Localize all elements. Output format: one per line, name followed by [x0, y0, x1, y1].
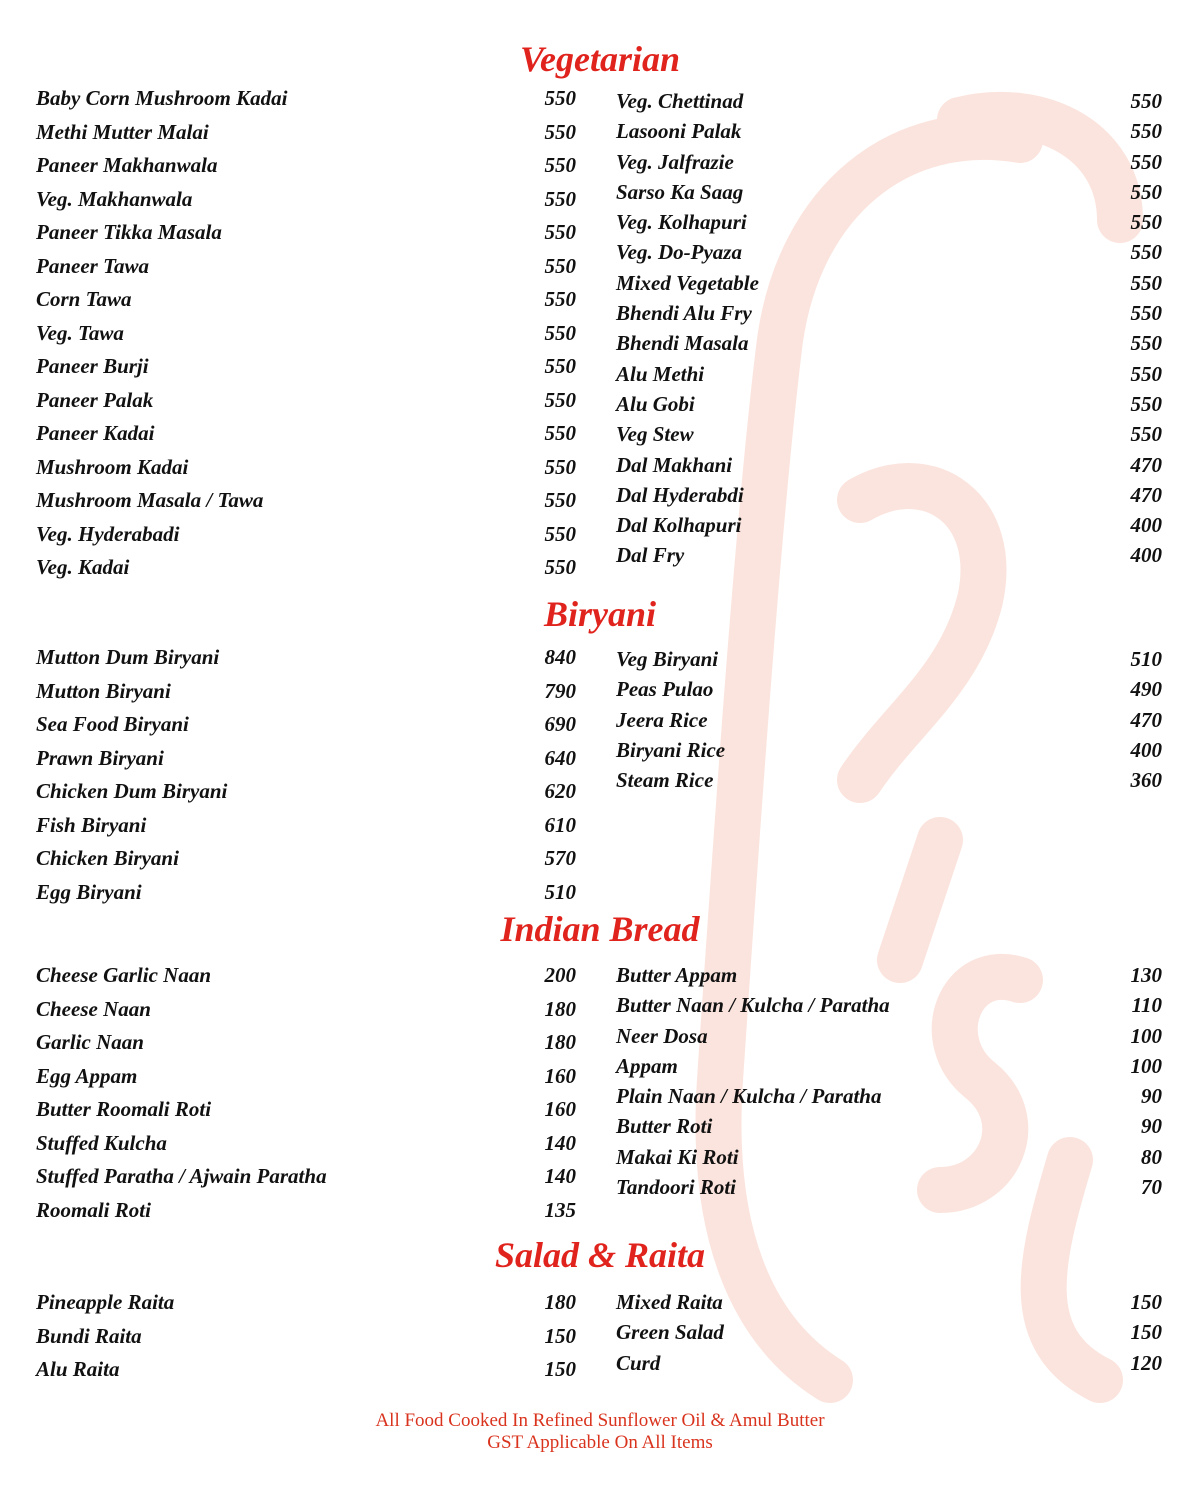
item-name: Alu Gobi	[616, 391, 695, 416]
section-title-vegetarian: Vegetarian	[519, 39, 680, 79]
item-name: Bundi Raita	[36, 1323, 142, 1348]
item-price: 550	[1130, 89, 1162, 113]
item-name: Green Salad	[616, 1320, 724, 1345]
menu-item	[36, 845, 576, 879]
menu-item	[616, 330, 1162, 360]
vegetarian-left-column	[36, 85, 576, 588]
item-price: 550	[1130, 240, 1162, 265]
menu-item	[616, 421, 1162, 451]
item-price: 150	[544, 1323, 576, 1348]
menu-item	[616, 452, 1162, 482]
item-name: Stuffed Paratha / Ajwain Paratha	[36, 1164, 327, 1188]
menu-item	[616, 118, 1162, 148]
item-name: Appam	[616, 1053, 678, 1078]
item-price: 140	[544, 1130, 576, 1155]
item-name: Prawn Biryani	[36, 745, 164, 770]
item-price: 550	[544, 119, 576, 144]
menu-item	[36, 1356, 576, 1390]
item-name: Veg. Hyderabadi	[36, 521, 180, 546]
item-price: 610	[544, 812, 576, 837]
item-price: 100	[1130, 1053, 1162, 1078]
item-name: Chicken Dum Biryani	[36, 779, 228, 803]
menu-item	[616, 149, 1162, 179]
item-name: Veg. Kadai	[36, 555, 130, 579]
item-price: 80	[1141, 1144, 1162, 1169]
menu-item	[36, 996, 576, 1030]
menu-item	[616, 992, 1162, 1022]
item-name: Veg. Jalfrazie	[616, 149, 734, 174]
item-name: Bhendi Alu Fry	[616, 301, 752, 326]
item-price: 550	[544, 387, 576, 412]
item-price: 550	[544, 86, 576, 110]
menu-item	[36, 253, 576, 287]
item-name: Plain Naan / Kulcha / Paratha	[616, 1084, 882, 1109]
menu-item	[36, 1096, 576, 1130]
section-title-salad-raita: Salad & Raita	[494, 1235, 706, 1275]
menu-item	[36, 1029, 576, 1063]
item-price: 160	[544, 1063, 576, 1088]
item-name: Dal Kolhapuri	[616, 513, 742, 538]
indian-bread-left-column	[36, 962, 576, 1230]
menu-item	[36, 219, 576, 253]
menu-item	[36, 487, 576, 521]
menu-item	[616, 209, 1162, 239]
menu-item	[36, 644, 576, 678]
item-price: 160	[544, 1097, 576, 1121]
item-price: 550	[1130, 149, 1162, 174]
item-price: 690	[544, 712, 576, 736]
item-name: Garlic Naan	[36, 1030, 144, 1054]
item-price: 140	[544, 1164, 576, 1188]
item-price: 400	[1130, 543, 1162, 568]
item-price: 550	[544, 555, 576, 579]
item-price: 120	[1130, 1350, 1162, 1375]
menu-item	[616, 737, 1162, 767]
salad-raita-left-column	[36, 1289, 576, 1390]
item-name: Veg. Chettinad	[616, 89, 744, 113]
item-price: 550	[1130, 119, 1162, 144]
item-price: 790	[544, 678, 576, 703]
menu-item	[36, 521, 576, 555]
item-name: Bhendi Masala	[616, 331, 749, 356]
item-name: Steam Rice	[616, 768, 714, 793]
menu-item	[616, 1319, 1162, 1349]
item-name: Paneer Tikka Masala	[36, 220, 222, 244]
menu-item	[616, 270, 1162, 300]
item-name: Paneer Kadai	[36, 421, 155, 445]
menu-item	[36, 812, 576, 846]
item-name: Jeera Rice	[616, 707, 708, 732]
menu-item	[36, 879, 576, 913]
item-price: 550	[544, 287, 576, 311]
menu-item	[616, 239, 1162, 269]
item-price: 200	[544, 963, 576, 987]
menu-item	[616, 1023, 1162, 1053]
item-name: Mutton Biryani	[36, 678, 171, 703]
item-name: Dal Fry	[616, 543, 685, 568]
menu-item	[36, 186, 576, 220]
menu-item	[616, 1083, 1162, 1113]
menu-item	[36, 420, 576, 454]
item-name: Sea Food Biryani	[36, 712, 189, 736]
menu-item	[616, 361, 1162, 391]
item-price: 90	[1141, 1084, 1162, 1109]
item-price: 550	[544, 521, 576, 546]
item-price: 550	[1130, 361, 1162, 386]
menu-item	[616, 676, 1162, 706]
item-name: Butter Naan / Kulcha / Paratha	[616, 993, 890, 1018]
item-price: 840	[544, 645, 576, 669]
item-name: Egg Biryani	[36, 879, 142, 904]
item-name: Veg. Kolhapuri	[616, 210, 747, 235]
item-name: Fish Biryani	[36, 812, 147, 837]
item-price: 70	[1141, 1175, 1162, 1200]
menu-item	[616, 391, 1162, 421]
item-price: 550	[1130, 331, 1162, 356]
menu-item	[616, 179, 1162, 209]
item-price: 550	[544, 320, 576, 345]
item-name: Veg. Makhanwala	[36, 186, 193, 211]
section-title-indian-bread: Indian Bread	[500, 909, 700, 949]
item-price: 550	[1130, 179, 1162, 204]
section-title-biryani: Biryani	[543, 594, 657, 634]
item-name: Cheese Garlic Naan	[36, 963, 211, 987]
menu-item	[616, 482, 1162, 512]
footer-line-1: All Food Cooked In Refined Sunflower Oil & Amul Butter	[375, 1410, 825, 1431]
menu-item	[36, 1130, 576, 1164]
menu-item	[36, 745, 576, 779]
item-price: 470	[1130, 482, 1162, 507]
item-name: Mixed Raita	[616, 1290, 723, 1314]
item-price: 135	[544, 1197, 576, 1222]
biryani-left-column	[36, 644, 576, 912]
menu-item	[36, 1289, 576, 1323]
item-price: 550	[544, 454, 576, 479]
item-name: Dal Hyderabdi	[616, 482, 744, 507]
menu-item	[616, 1289, 1162, 1319]
item-name: Dal Makhani	[616, 452, 733, 477]
item-name: Paneer Burji	[36, 354, 149, 378]
menu-item	[36, 454, 576, 488]
indian-bread-right-column	[616, 962, 1162, 1204]
menu-item	[36, 1323, 576, 1357]
item-name: Paneer Makhanwala	[36, 153, 218, 177]
menu-item	[36, 152, 576, 186]
footer-line-2: GST Applicable On All Items	[487, 1432, 713, 1453]
menu-item	[616, 1113, 1162, 1143]
item-name: Corn Tawa	[36, 287, 132, 311]
item-price: 640	[544, 745, 576, 770]
vegetarian-right-column	[616, 88, 1162, 573]
menu-item	[616, 88, 1162, 118]
item-price: 100	[1130, 1023, 1162, 1048]
item-price: 550	[1130, 270, 1162, 295]
item-price: 550	[544, 220, 576, 244]
item-name: Sarso Ka Saag	[616, 179, 744, 204]
menu-item	[36, 387, 576, 421]
menu-item	[36, 1163, 576, 1197]
menu-item	[616, 707, 1162, 737]
item-name: Lasooni Palak	[616, 119, 742, 144]
biryani-right-column	[616, 646, 1162, 797]
item-name: Pineapple Raita	[36, 1290, 175, 1314]
item-name: Methi Mutter Malai	[36, 119, 209, 144]
item-price: 180	[544, 1290, 576, 1314]
item-price: 130	[1130, 963, 1162, 987]
item-name: Chicken Biryani	[36, 846, 179, 870]
menu-item	[36, 320, 576, 354]
item-price: 470	[1130, 452, 1162, 477]
item-price: 550	[1130, 422, 1162, 447]
item-price: 150	[544, 1357, 576, 1381]
item-price: 150	[1130, 1320, 1162, 1345]
item-price: 550	[544, 488, 576, 512]
menu-item	[36, 286, 576, 320]
item-name: Butter Roti	[616, 1114, 713, 1139]
item-price: 550	[544, 153, 576, 177]
item-price: 550	[544, 354, 576, 378]
menu-item	[36, 711, 576, 745]
menu-item	[616, 512, 1162, 542]
item-name: Makai Ki Roti	[616, 1144, 739, 1169]
menu-item	[36, 353, 576, 387]
item-name: Egg Appam	[36, 1063, 138, 1088]
item-name: Butter Roomali Roti	[36, 1097, 212, 1121]
menu-item	[36, 778, 576, 812]
menu-item	[616, 300, 1162, 330]
item-price: 570	[544, 846, 576, 870]
menu-item	[616, 1174, 1162, 1204]
menu-item	[616, 962, 1162, 992]
item-name: Butter Appam	[616, 963, 738, 987]
menu-item	[616, 1350, 1162, 1380]
menu-item	[36, 1063, 576, 1097]
item-price: 550	[1130, 301, 1162, 326]
item-price: 550	[544, 186, 576, 211]
item-price: 400	[1130, 737, 1162, 762]
menu-item	[616, 542, 1162, 572]
item-name: Neer Dosa	[616, 1023, 708, 1048]
item-name: Tandoori Roti	[616, 1175, 737, 1200]
item-price: 110	[1131, 993, 1162, 1018]
item-name: Mushroom Masala / Tawa	[36, 488, 264, 512]
menu-item	[36, 119, 576, 153]
item-price: 90	[1141, 1114, 1162, 1139]
item-name: Biryani Rice	[616, 737, 726, 762]
item-name: Mushroom Kadai	[36, 454, 189, 479]
salad-raita-right-column	[616, 1289, 1162, 1380]
item-price: 180	[544, 996, 576, 1021]
item-name: Paneer Palak	[36, 387, 154, 412]
menu-item	[36, 1197, 576, 1231]
menu-item	[616, 646, 1162, 676]
item-name: Alu Raita	[36, 1357, 120, 1381]
item-price: 180	[544, 1030, 576, 1054]
menu-item	[36, 85, 576, 119]
menu-item	[36, 962, 576, 996]
item-price: 510	[544, 879, 576, 904]
menu-item	[616, 1053, 1162, 1083]
item-name: Cheese Naan	[36, 996, 151, 1021]
item-price: 510	[1130, 647, 1162, 671]
menu-item	[36, 554, 576, 588]
item-name: Mutton Dum Biryani	[36, 645, 220, 669]
menu-item	[616, 767, 1162, 797]
item-price: 550	[544, 421, 576, 445]
footer-note	[0, 1410, 1200, 1454]
item-name: Stuffed Kulcha	[36, 1130, 167, 1155]
item-price: 360	[1130, 768, 1162, 793]
item-name: Baby Corn Mushroom Kadai	[36, 86, 288, 110]
item-name: Paneer Tawa	[36, 253, 149, 278]
item-name: Veg Stew	[616, 422, 694, 447]
item-price: 470	[1130, 707, 1162, 732]
item-price: 150	[1130, 1290, 1162, 1314]
item-price: 490	[1130, 677, 1162, 702]
item-name: Curd	[616, 1350, 661, 1375]
menu-item	[616, 1144, 1162, 1174]
item-price: 620	[544, 779, 576, 803]
item-name: Veg Biryani	[616, 647, 719, 671]
item-name: Alu Methi	[616, 361, 705, 386]
item-name: Peas Pulao	[616, 677, 714, 702]
item-price: 550	[1130, 210, 1162, 235]
item-price: 550	[1130, 391, 1162, 416]
item-name: Veg. Tawa	[36, 320, 124, 345]
item-name: Mixed Vegetable	[616, 270, 759, 295]
item-price: 550	[544, 253, 576, 278]
item-name: Roomali Roti	[36, 1197, 151, 1222]
item-name: Veg. Do-Pyaza	[616, 240, 742, 265]
menu-item	[36, 678, 576, 712]
item-price: 400	[1130, 513, 1162, 538]
